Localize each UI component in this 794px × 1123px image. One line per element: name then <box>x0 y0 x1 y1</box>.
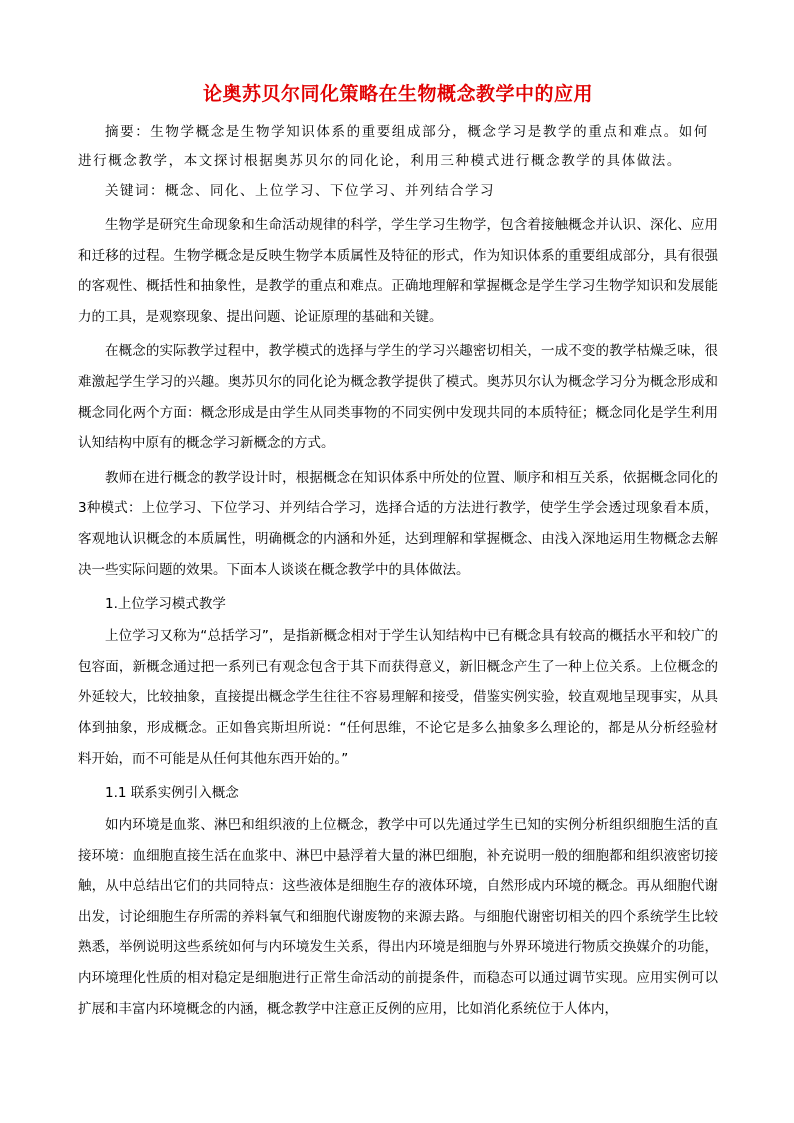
abstract: 摘要：生物学概念是生物学知识体系的重要组成部分，概念学习是教学的重点和难点。如何进行概念教学，本文探讨根据奥苏贝尔的同化论，利用三种模式进行概念教学的具体做法。 <box>78 124 709 169</box>
paragraph-superordinate: 上位学习又称为“总括学习”，是指新概念相对于学生认知结构中已有概念具有较高的概括水平和较广的包容面，新概念通过把一系列已有观念包含于其下而获得意义，新旧概念产生了一种上位关系。上位概念的外延较大，比较抽象，直接提出概念学生往往不容易理解和接受，借鉴实例实验，较直观地呈现事实，从具体到抽象，形成概念。正如鲁宾斯坦所说：“任何思维，不论它是多么抽象多么理论的，都是从分析经验材料开始，而不可能是从任何其他东西开始的。” <box>78 628 718 767</box>
paragraph-teaching-mode: 在概念的实际教学过程中，教学模式的选择与学生的学习兴趣密切相关，一成不变的教学枯燥乏味，很难激起学生学习的兴趣。奥苏贝尔的同化论为概念教学提供了模式。奥苏贝尔认为概念学习分为概念形成和概念同化两个方面：概念形成是由学生从同类事物的不同实例中发现共同的本质特征；概念同化是学生利用认知结构中原有的概念学习新概念的方式。 <box>78 343 718 452</box>
paragraph-internal-environment: 如内环境是血浆、淋巴和组织液的上位概念，教学中可以先通过学生已知的实例分析组织细胞生活的直接环境：血细胞直接生活在血浆中、淋巴中悬浮着大量的淋巴细胞，补充说明一般的细胞都和组织液密切接触，从中总结出它们的共同特点：这些液体是细胞生存的液体环境，自然形成内环境的概念。再从细胞代谢出发，讨论细胞生存所需的养料氧气和细胞代谢废物的来源去路。与细胞代谢密切相关的四个系统学生比较熟悉，举例说明这些系统如何与内环境发生关系，得出内环境是细胞与外界环境进行物质交换媒介的功能，内环境理化性质的相对稳定是细胞进行正常生命活动的前提条件，而稳态可以通过调节实现。应用实例可以扩展和丰富内环境概念的内涵，概念教学中注意正反例的应用，比如消化系统位于人体内， <box>78 817 718 1017</box>
paragraph-intro: 生物学是研究生命现象和生命活动规律的科学，学生学习生物学，包含着接触概念并认识、深化、应用和迁移的过程。生物学概念是反映生物学本质属性及特征的形式，作为知识体系的重要组成部分，具有很强的客观性、概括性和抽象性，是教学的重点和难点。正确地理解和掌握概念是学生学习生物学知识和发展能力的工具，是观察现象、提出问题、论证原理的基础和关键。 <box>78 217 718 325</box>
keywords: 关键词：概念、同化、上位学习、下位学习、并列结合学习 <box>105 183 495 199</box>
section-heading-1-1: 1.1 联系实例引入概念 <box>105 785 239 802</box>
paragraph-three-modes: 教师在进行概念的教学设计时，根据概念在知识体系中所处的位置、顺序和相互关系，依据概念同化的3种模式：上位学习、下位学习、并列结合学习，选择合适的方法进行教学，使学生学会透过现象看本质，客观地认识概念的本质属性，明确概念的内涵和外延，达到理解和掌握概念、由浅入深地运用生物概念去解决一些实际问题的效果。下面本人谈谈在概念教学中的具体做法。 <box>78 469 718 578</box>
document-page <box>78 80 718 1028</box>
section-heading-1: 1.上位学习模式教学 <box>105 596 226 613</box>
document-title: 论奥苏贝尔同化策略在生物概念教学中的应用 <box>202 83 593 105</box>
